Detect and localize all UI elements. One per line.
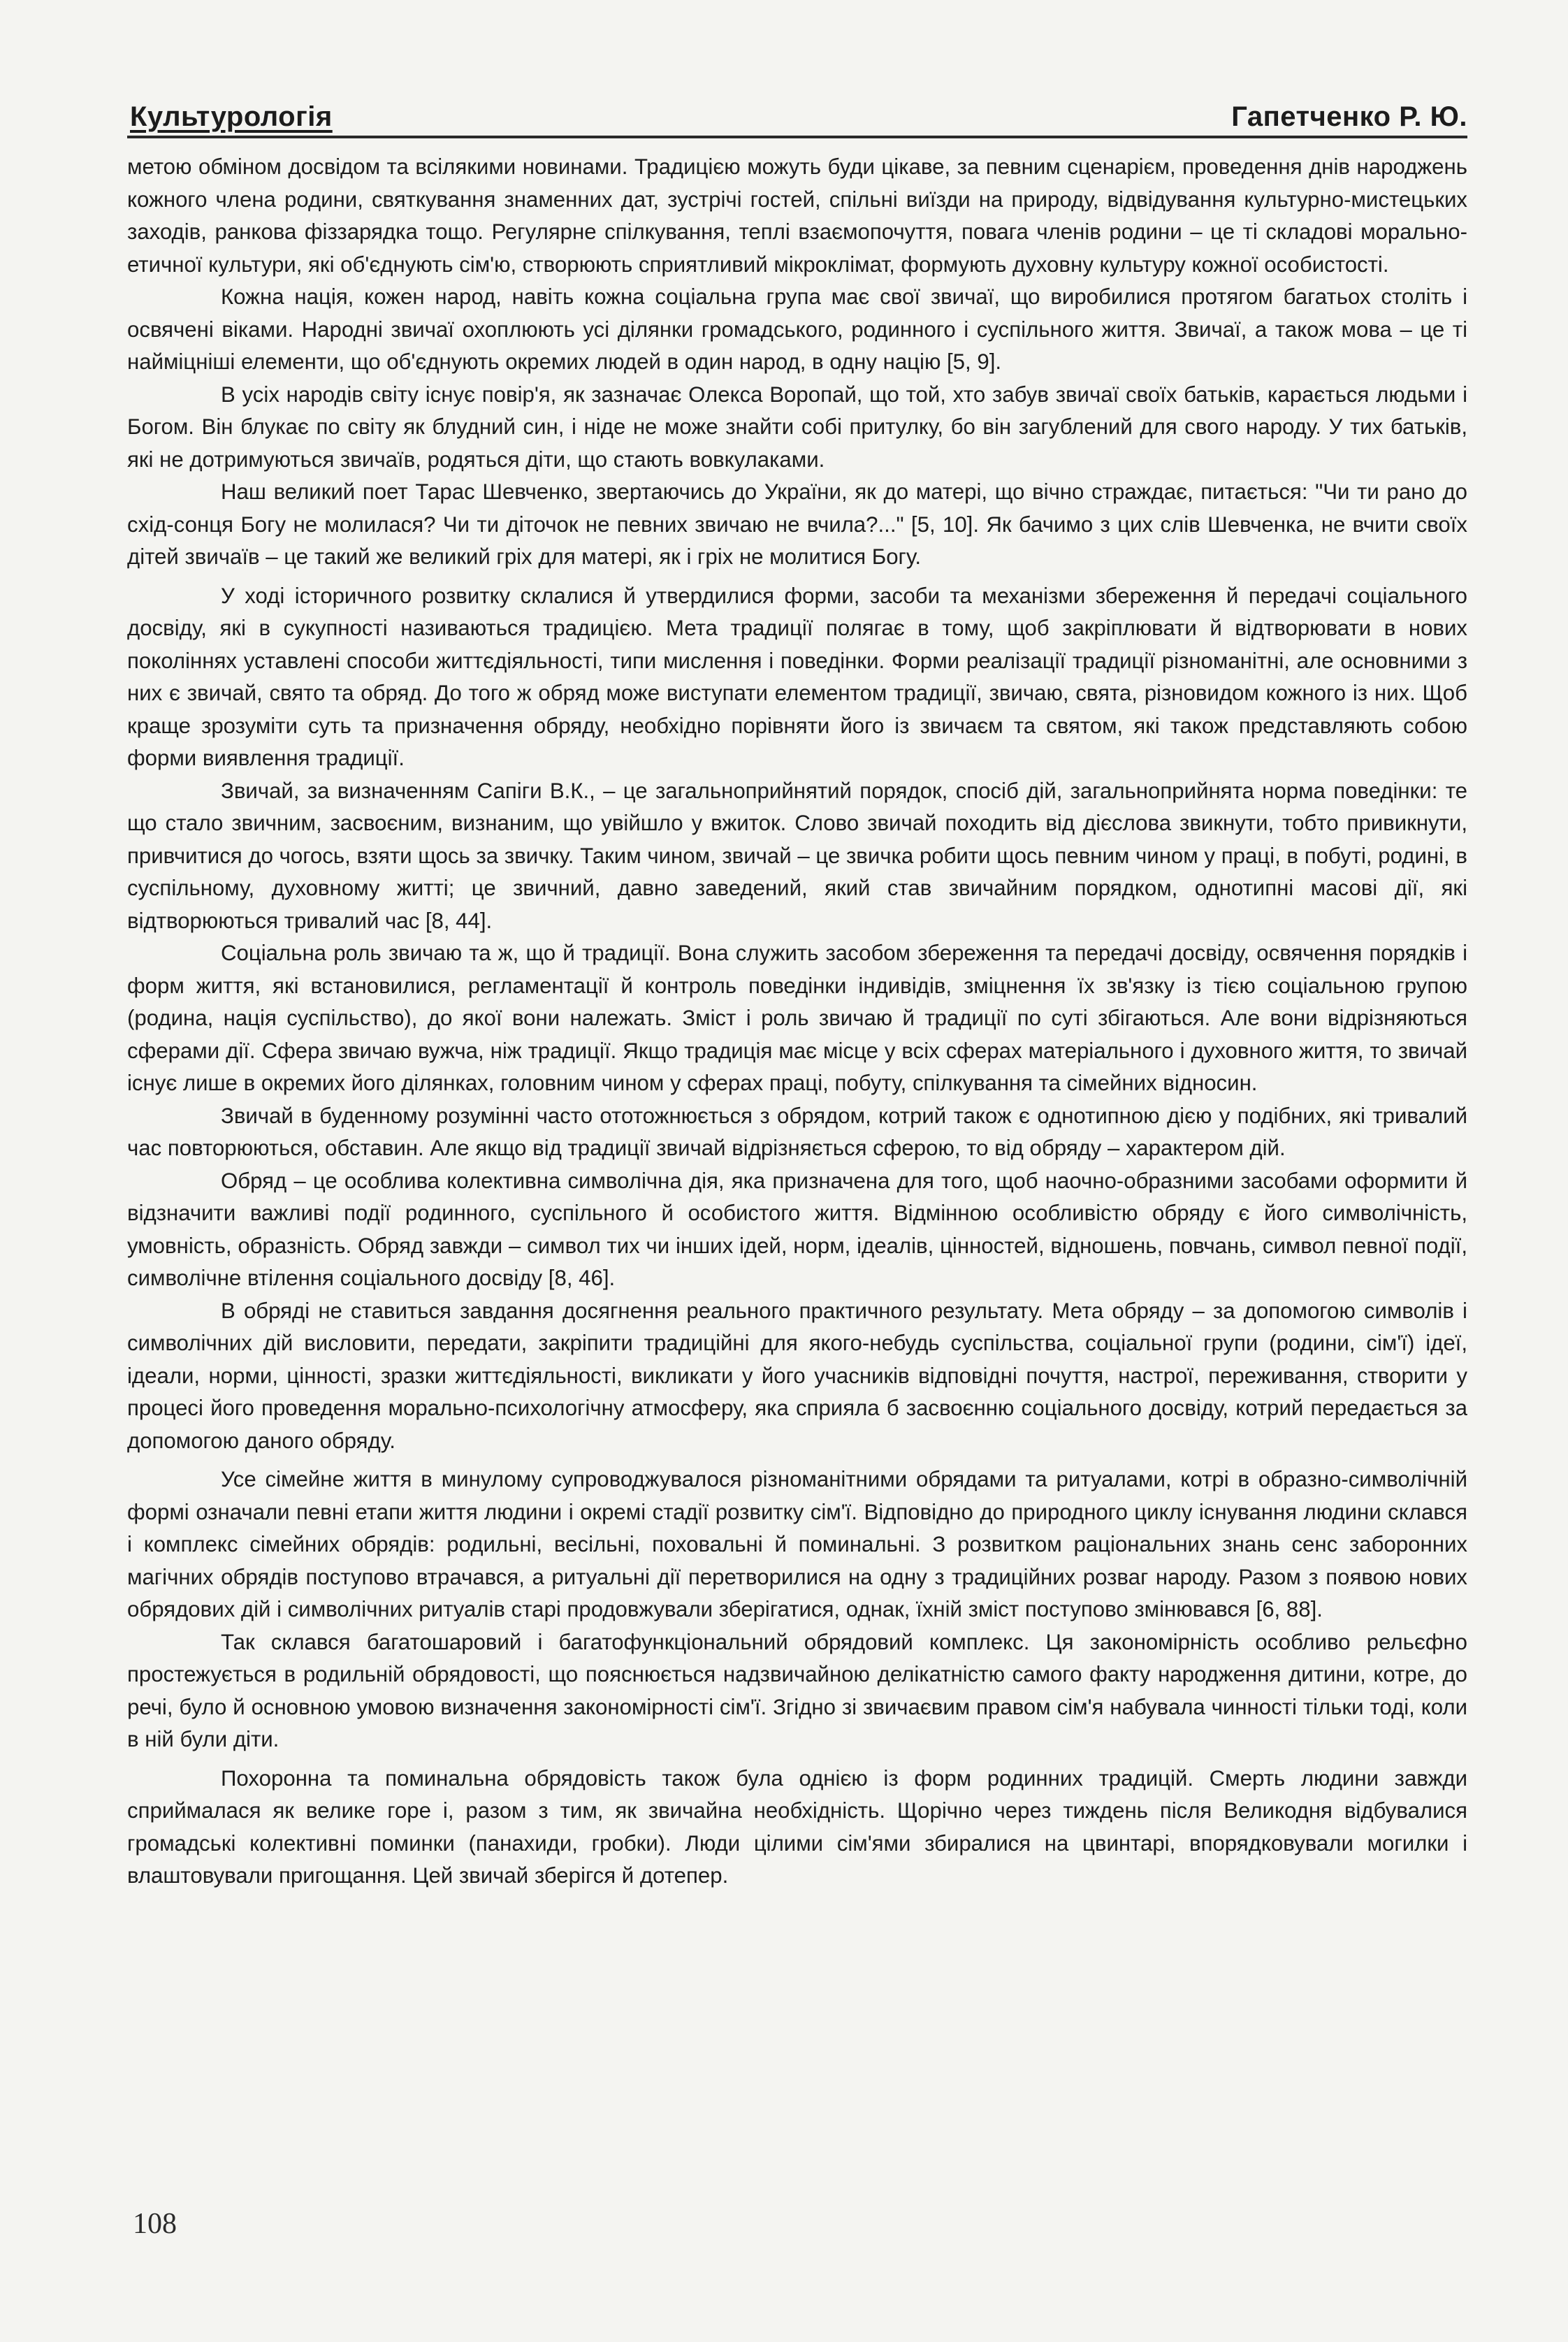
document-page	[127, 89, 1467, 2291]
paragraph: Наш великий поет Тарас Шевченко, звертаючись до України, як до матері, що вічно страждає, питається: "Чи ти рано до схід-сонця Богу не молилася? Чи ти діточок не певних звичаю не вчила?..." [5, 10]. Як бачимо з цих слів Шевченка, не вчити своїх дітей звичаїв – це такий же великий гріх для матері, як і гріх не молитися Богу.	[127, 479, 1467, 569]
running-header	[127, 89, 1467, 138]
paragraph: Звичай в буденному розумінні часто ототожнюється з обрядом, котрий також є однотипною дією у подібних, які тривалий час повторюються, обставин. Але якщо від традиції звичай відрізняється сферою, то від обряду – характером дій.	[127, 1103, 1467, 1160]
header-author: Гапетченко Р. Ю.	[1231, 101, 1467, 132]
paragraph: Похоронна та поминальна обрядовість також була однією із форм родинних традицій. Смерть людини завжди сприймалася як велике горе і, разом з тим, як звичайна необхідність. Щорічно через тиждень після Великодня відбувалися громадські колективні поминки (панахиди, гробки). Люди цілими сім'ями збиралися на цвинтарі, впорядковували могилки і влаштовували пригощання. Цей звичай зберігся й дотепер.	[127, 1765, 1467, 1888]
paragraph: Обряд – це особлива колективна символічна дія, яка призначена для того, щоб наочно-образними засобами оформити й відзначити важливі події родинного, суспільного й особистого життя. Відмінною особливістю обряду є його символічність, умовність, образність. Обряд завжди – символ тих чи інших ідей, норм, ідеалів, цінностей, відношень, повчань, символ певної події, символічне втілення соціального досвіду [8, 46].	[127, 1168, 1467, 1290]
paragraph: Усе сімейне життя в минулому супроводжувалося різноманітними обрядами та ритуалами, котрі в образно-символічній формі означали певні етапи життя людини і окремі стадії розвитку сім'ї. Відповідно до природного циклу існування людини склався і комплекс сімейних обрядів: родильні, весільні, поховальні й поминальні. З розвитком раціональних знань сенс заборонних магічних обрядів поступово втрачався, а ритуальні дії перетворилися на одну з традиційних розваг народу. Разом з появою нових обрядових дій і символічних ритуалів старі продовжували зберігатися, однак, їхній зміст поступово змінювався [6, 88].	[127, 1467, 1467, 1621]
paragraph: Кожна нація, кожен народ, навіть кожна соціальна група має свої звичаї, що виробилися протягом багатьох століть і освячені віками. Народні звичаї охоплюють усі ділянки громадського, родинного і суспільного життя. Звичаї, а також мова – це ті наймiцніші елементи, що об'єднують окремих людей в один народ, в одну націю [5, 9].	[127, 284, 1467, 374]
paragraph: В усіх народів світу існує повір'я, як зазначає Олекса Воропай, що той, хто забув звичаї своїх батьків, карається людьми і Богом. Він блукає по світу як блудний син, і ніде не може знайти собі притулку, бо він загублений для свого народу. У тих батьків, які не дотримуються звичаїв, родяться діти, що стають вовкулаками.	[127, 382, 1467, 472]
paragraph: Звичай, за визначенням Сапіги В.К., – це загальноприйнятий порядок, спосіб дій, загальноприйнята норма поведінки: те що стало звичним, засвоєним, визнаним, що увійшло у вжиток. Слово звичай походить від дієслова звикнути, тобто привикнути, привчитися до чогось, взяти щось за звичку. Таким чином, звичай – це звичка робити щось певним чином у праці, в побуті, родині, в суспільному, духовному житті; це звичний, давно заведений, який став звичайним порядком, однотипні масові дії, які відтворюються тривалий час [8, 44].	[127, 778, 1467, 933]
paragraph: Соціальна роль звичаю та ж, що й традиції. Вона служить засобом збереження та передачі досвіду, освячення порядків і форм життя, які встановилися, регламентації й контроль поведінки індивідів, зміцнення їх зв'язку із тією соціальною групою (родина, нація суспільство), до якої вони належать. Зміст і роль звичаю й традиції по суті збігаються. Але вони відрізняються сферами дії. Сфера звичаю вужча, ніж традиції. Якщо традиція має місце у всіх сферах матеріального і духовного життя, то звичай існує лише в окремих його ділянках, головним чином у сферах праці, побуту, спілкування та сімейних відносин.	[127, 941, 1467, 1095]
paragraph: В обряді не ставиться завдання досягнення реального практичного результату. Мета обряду – за допомогою символів і символічних дій висловити, передати, закріпити традиційні для якого-небудь суспільства, соціальної групи (родини, сім'ї) ідеї, ідеали, норми, цінності, зразки життєдіяльності, викликати у його учасників відповідні почуття, настрої, переживання, створити у процесі його проведення морально-психологічну атмосферу, яка сприяла б засвоєнню соціального досвіду, котрий передається за допомогою даного обряду.	[127, 1298, 1467, 1453]
header-section-title: Культурологія	[130, 101, 333, 132]
page-number: 108	[133, 2208, 177, 2240]
paragraph: У ході історичного розвитку склалися й утвердилися форми, засоби та механізми збереження й передачі соціального досвіду, які в сукупності називаються традицією. Мета традиції полягає в тому, щоб закріплювати й відтворювати в нових поколіннях уставлені способи життєдіяльності, типи мислення і поведінки. Форми реалізації традиції різноманітні, але основними з них є звичай, свято та обряд. До того ж обряд може виступати елементом традиції, звичаю, свята, різновидом кожного із них. Щоб краще зрозуміти суть та призначення обряду, необхідно порівняти його із звичаєм та святом, які також представляють собою форми виявлення традиції.	[127, 583, 1467, 770]
article-body	[127, 151, 1467, 1893]
paragraph: метою обміном досвідом та всілякими новинами. Традицією можуть буди цікаве, за певним сценарієм, проведення днів народжень кожного члена родини, святкування знаменних дат, зустрічі гостей, спільні виїзди на природу, відвідування культурно-мистецьких заходів, ранкова фіззарядка тощо. Регулярне спілкування, теплі взаємопочуття, повага членів родини – це ті складові морально-етичної культури, які об'єднують сім'ю, створюють сприятливий мікроклімат, формують духовну культуру кожної особистості.	[127, 154, 1467, 277]
paragraph: Так склався багатошаровий і багатофункціональний обрядовий комплекс. Ця закономірність особливо рельєфно простежується в родильній обрядовості, що пояснюється надзвичайною делікатністю самого факту народження дитини, котре, до речі, було й основною умовою визначення закономірності сім'ї. Згідно зі звичаєвим правом сім'я набувала чинності тільки тоді, коли в ній були діти.	[127, 1629, 1467, 1751]
